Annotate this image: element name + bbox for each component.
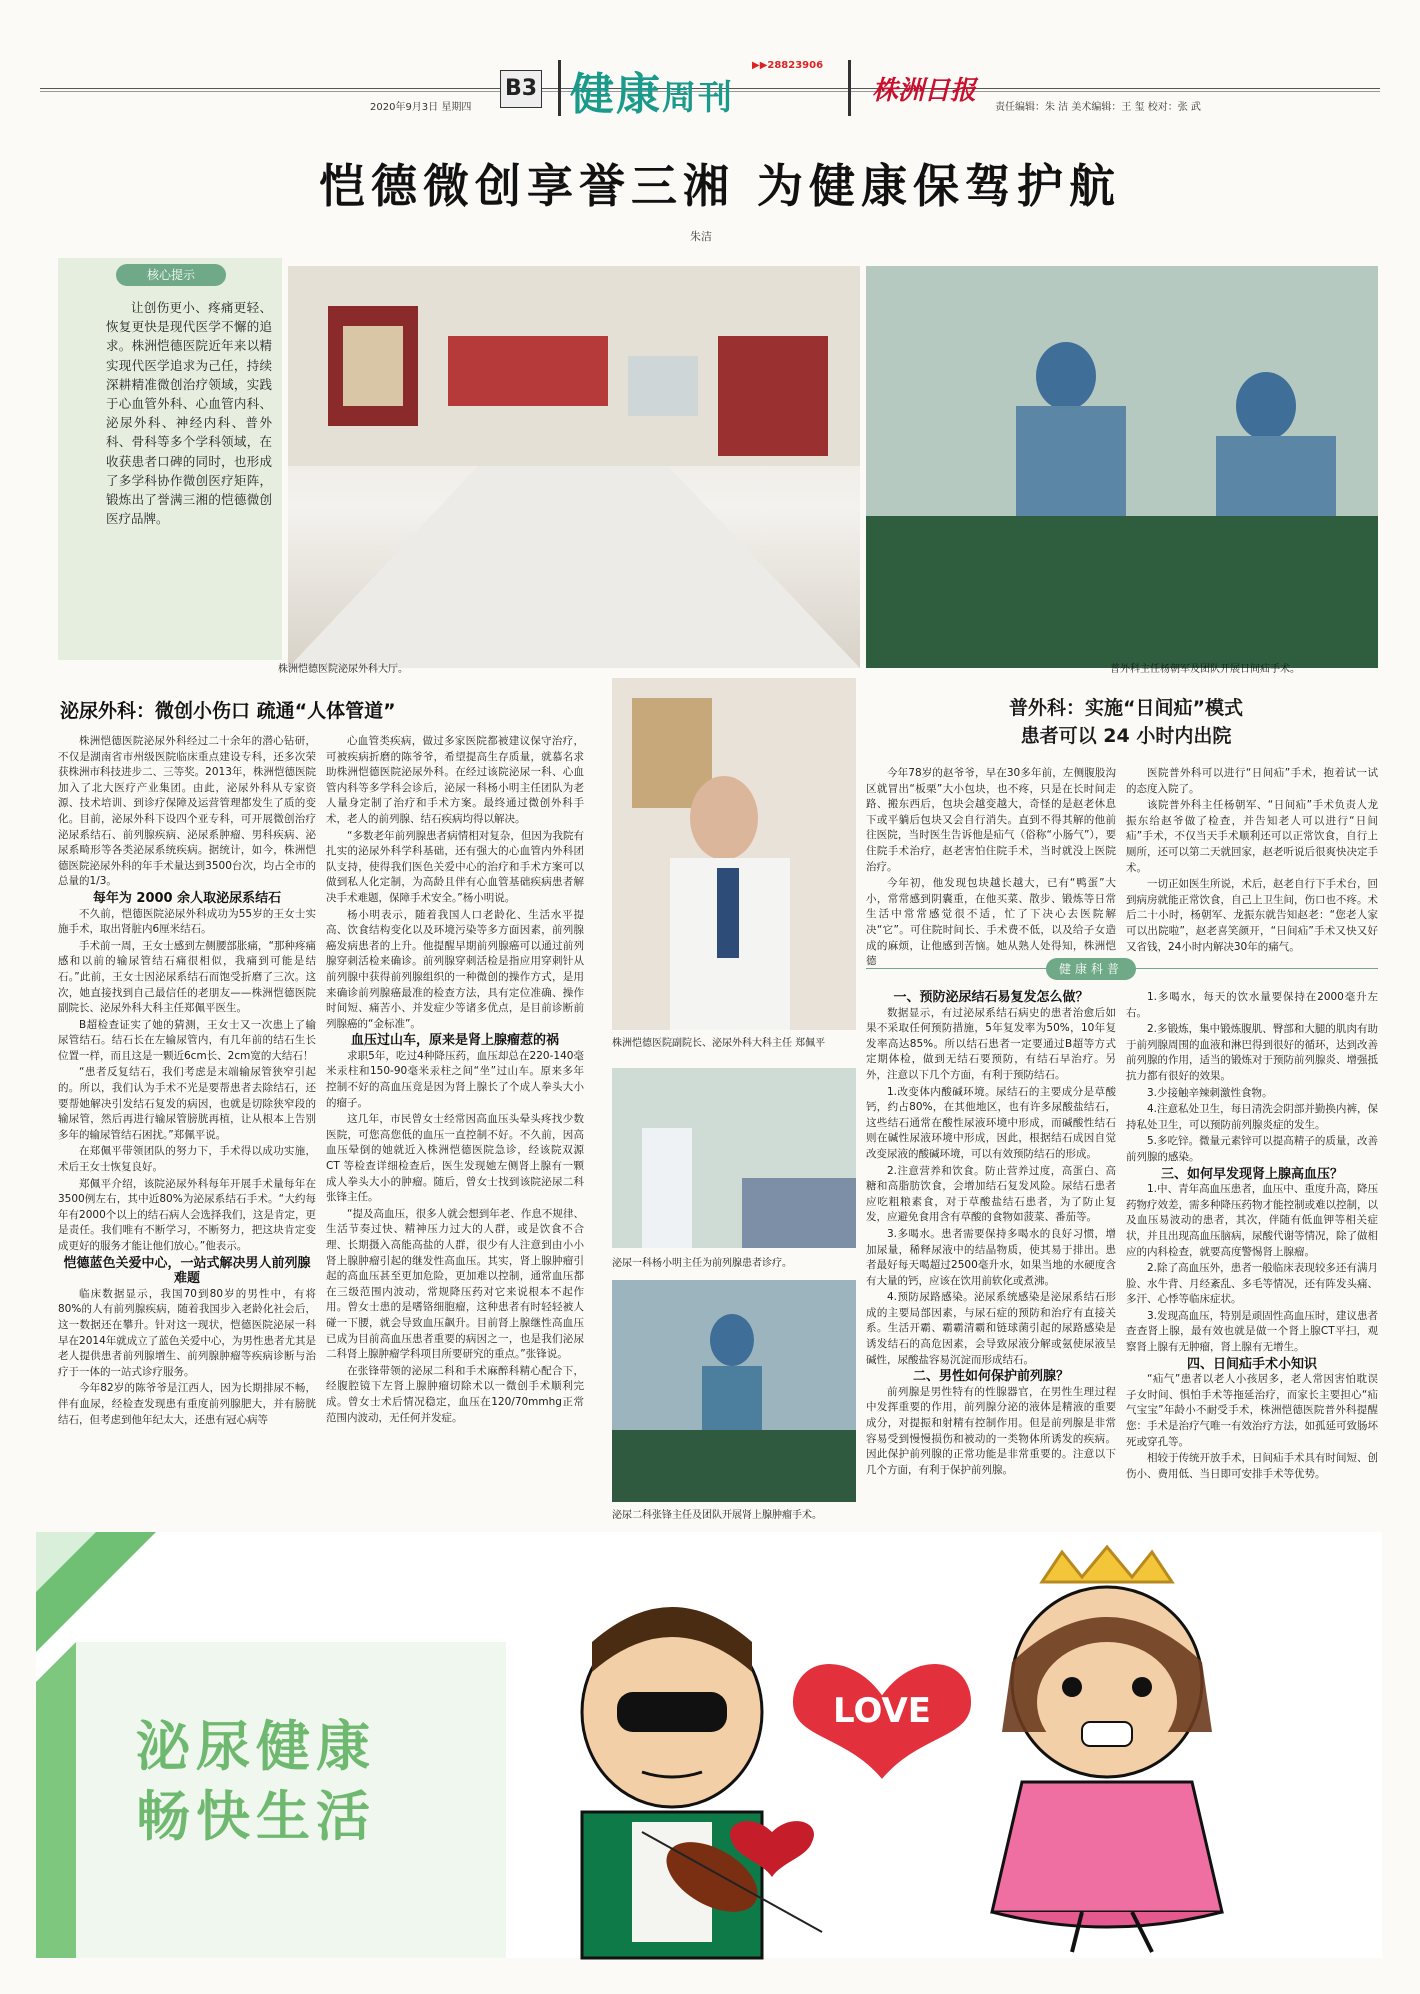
or-photo: [612, 1280, 856, 1502]
kp-q1: 一、预防泌尿结石易复发怎么做？: [893, 990, 1089, 1005]
paper-logo: 株洲日报: [872, 76, 977, 106]
kp-q1p1: 数据显示，有过泌尿系结石病史的患者治愈后如果不采取任何预防措施，5年复发率为50%，10年复发率高达85%。所以结石患者一定要通过B超等方式定期体检，做到无结石要预防，有结石早治疗。另外，注意以下几个方面，有利于预防结石。: [866, 1006, 1116, 1081]
bedside-caption: 泌尿一科杨小明主任为前列腺患者诊疗。: [612, 1258, 792, 1269]
kp-q1p3: 2.注意营养和饮食。防止营养过度，高蛋白、高糖和高脂肪饮食，会增加结石复发风险。尿结石患者应吃粗粮素食，对于草酸盐结石患者，为了防止复发，应避免食用含有草酸的食物如菠菜、番茄等。: [866, 1164, 1116, 1224]
editors: 责任编辑：朱 洁 美术编辑：王 玺 校对：张 武: [995, 102, 1201, 113]
kp-q1p4: 3.多喝水。患者需要保持多喝水的良好习惯，增加尿量，稀释尿液中的结晶物质，使其易于排出。患者最好每天喝超过2500毫升水，如果当地的水硬度含有大量的钙，应该在饮用前软化或煮沸。: [866, 1227, 1116, 1287]
uro-p3: 手术前一周，王女士感到左侧腰部胀痛，“那种疼痛感和以前的输尿管结石痛很相似，我痛到可能是结石。”此前，王女士因泌尿系结石而饱受折磨了三次。这次，她直接找到自己最信任的老朋友——株洲恺德医院副院长、泌尿外科大科主任郑佩平医生。: [58, 939, 316, 1015]
ad-slogan: [136, 1712, 376, 1852]
kp-c2p3: 3.少接触辛辣刺激性食物。: [1147, 1086, 1273, 1099]
uro-sub2: 恺德蓝色关爱中心，一站式解决男人前列腺难题: [63, 1255, 311, 1287]
uro-p11: “多数老年前列腺患者病情相对复杂，但因为我院有扎实的泌尿外科学科基础，还有强大的心血管内外科团队支持，使得我们医色关爱中心的治疗和手术方案可以做到私人化定制，为高龄且伴有心血管基础疾病患者解决手术难题，保障手术安全。”杨小明说。: [326, 829, 584, 904]
uro-p5: “患者反复结石，我们考虑是末端输尿管狭窄引起的。所以，我们认为手术不光是要帮患者去除结石，还要帮她解决引发结石复发的病因，也就是切除狭窄段的输尿管，然后再进行输尿管膀胱再植，让从根本上告别多年的输尿管结石困扰。”郑佩平说。: [58, 1066, 316, 1141]
uro-p6: 在郑佩平带领团队的努力下，手术得以成功实施，术后王女士恢复良好。: [58, 1145, 316, 1174]
kp-c2p2: 2.多锻炼，集中锻炼腹肌、臀部和大腿的肌肉有助于前列腺周围的血液和淋巴得到很好的循环，达到改善前列腺的作用，适当的锻炼对于预防前列腺炎、增强抵抗力都有很好的效果。: [1126, 1023, 1378, 1082]
uro-sub1: 每年为 2000 余人取泌尿系结石: [92, 890, 282, 906]
gs-col2: [1126, 766, 1378, 954]
uro-p15: “提及高血压，很多人就会想到年老、作息不规律、生活节奏过快、精神压力过大的人群，或是饮食不合理、长期摄入高能高盐的人群，很少有人注意到由小小肾上腺肿瘤引起的继发性高血压。其实，肾上腺肿瘤引起的高血压甚至更加危险，更加难以控制，通常血压都在三级范围内波动，常规降压药对它来说根本不起作用。曾女士患的是嗜铬细胞瘤，这种患者有时轻轻被人碰一下腰，就会导致血压飙升。目前肾上腺继性高血压已成为目前高血压患者重要的病因之一，也是我们泌尿二科肾上腺肿瘤学科项目所要研究的重点。”张锋说。: [326, 1207, 584, 1361]
violinist-figure: [582, 1607, 822, 1958]
doctor-illustration: [612, 678, 856, 1030]
uro-p4: B超检查证实了她的猜测，王女士又一次患上了输尿管结石。结石长在左输尿管内，有几年前的结石生长位置一样，而且这是一颗近6cm长、2cm宽的大结石！: [58, 1018, 316, 1062]
section-title: 健康周刊: [570, 69, 734, 120]
kp-q3: 三、如何早发现肾上腺高血压？: [1160, 1166, 1343, 1182]
key-box-text: 让创伤更小、疼痛更轻、恢复更快是现代医学不懈的追求。株洲恺德医院近年来以精实现代医学追求为己任，持续深耕精准微创治疗领域，实践于心血管外科、心血管内科、泌尿外科、神经内科、普外科、骨科等多个学科领域，在收获患者口碑的同时，也形成了多学科协作微创医疗矩阵，锻炼出了誉满三湘的恺德微创医疗品牌。: [106, 300, 272, 527]
cartoon-couple: [522, 1532, 1382, 1958]
uro-p12: 杨小明表示，随着我国人口老龄化、生活水平提高、饮食结构变化以及环境污染等多方面因素，前列腺癌发病患者的上升。他提醒早期前列腺癌可以通过前列腺穿刺活检来确诊。前列腺穿刺活检是指应用穿刺针从前列腺中获得前列腺组织的一种微创的操作方式，是用来确诊前列腺癌最准的检查方法，具有定位准确、操作时间短、痛苦小、并发症少等诸多优点，是目前诊断前列腺癌的“金标准”。: [326, 908, 584, 1030]
key-box-label: 核心提示: [116, 264, 226, 286]
kp-c2p1: 1.多喝水，每天的饮水量要保持在2000毫升左右。: [1126, 991, 1378, 1019]
title-bar-right: [848, 60, 851, 116]
gs-p2: 今年初，他发现包块越长越大，已有“鸭蛋”大小，常常感到阴囊重，在他买菜、散步、锻炼等日常生活中常常感觉很不适，忙了下决心去医院解决“它”。可住院时间长、手术费不低，以及给子女造成的麻烦，让他感到苦恼。她从熟人处得知，株洲恺德: [866, 877, 1116, 968]
surgery-caption: 普外科主任杨朝军及团队开展日间疝手术。: [1110, 664, 1300, 675]
kp-q3p2: 2.除了高血压外，患者一般临床表现较多还有满月脸、水牛背、月经紊乱、多毛等情况，还有阵发头痛、多汗、心悸等临床症状。: [1126, 1262, 1378, 1306]
bedside-photo: [612, 1068, 856, 1248]
kp-q1p2: 1.改变体内酸碱环境。尿结石的主要成分是草酸钙，约占80%，在其他地区，也有许多尿酸盐结石，这些结石通常在酸性尿液环境中形成，而碱酸性结石则在碱性尿液环境中形成，因此，根据结石成因自觉改变尿液的酸碱环境，可以有效预防结石的形成。: [866, 1085, 1116, 1160]
byline: 朱洁: [690, 230, 712, 243]
or-caption: 泌尿二科张锋主任及团队开展肾上腺肿瘤手术。: [612, 1510, 822, 1521]
hall-illustration: [288, 266, 860, 668]
gs-p3: 医院普外科可以进行“日间疝”手术，抱着试一试的态度入院了。: [1126, 767, 1378, 795]
arrow-icon: ▶▶: [752, 60, 768, 71]
uro-p14: 这几年，市民曾女士经常因高血压头晕头疼找少数医院，可您高您低的血压一直控制不好。不久前，因高血压晕倒的她就近入株洲恺德医院急诊，经该院双源 CT 等检查详细检查后，医生发现她左侧肾上腺有一颗成人拳头大小的肿瘤。随后，曾女士找到该院泌尿二科张锋主任。: [326, 1113, 584, 1204]
kp-q4: 四、日间疝手术小知识: [1186, 1356, 1317, 1372]
surgery-illustration: [866, 266, 1378, 668]
gs-col1: [866, 766, 1116, 968]
love-text: LOVE: [833, 1691, 931, 1731]
kp-q1p5: 4.预防尿路感染。泌尿系统感染是泌尿系结石形成的主要局部因素，与尿石症的预防和治疗有直接关系。生活开霸、霸霸清霸和链球菌引起的尿路感染是诱发结石的高危因素，会导致尿液分解或氨使尿液呈碱性，尿酸盐容易沉淀而形成结石。: [866, 1291, 1116, 1366]
ad-slogan-line2: 畅快生活: [136, 1785, 376, 1848]
princess-figure: [992, 1547, 1222, 1952]
surgery-photo: [866, 266, 1378, 668]
hall-photo: [288, 266, 860, 668]
uro-p16: 在张锋带领的泌尿二科和手术麻醉科精心配合下，经腹腔镜下左肾上腺肿瘤切除术以一微创手术顺利完成。曾女士术后情况稳定，血压在120/70mmhg正常范围内波动，无任何并发症。: [326, 1364, 584, 1424]
issue-date: 2020年9月3日 星期四: [370, 102, 472, 113]
kp-col2: [1126, 990, 1378, 1506]
bedside-illustration: [612, 1068, 856, 1248]
kp-q2p1: 前列腺是男性特有的性腺器官，在男性生理过程中发挥重要的作用，前列腺分泌的液体是精液的重要成分，对提振和射精有控制作用。但是前列腺是非常容易受到慢慢损伤和被动的一类物体所诱发的疾病。因此保护前列腺的正常功能是非常重要的。注意以下几个方面，有利于保护前列腺。: [866, 1385, 1116, 1476]
kp-c2p4: 4.注意私处卫生，每日清洗会阴部并勤换内裤，保持私处卫生，可以预防前列腺炎症的发生。: [1126, 1103, 1378, 1131]
doctor-caption: 株洲恺德医院副院长、泌尿外科大科主任 郑佩平: [612, 1038, 826, 1049]
crown-icon: [1042, 1547, 1172, 1582]
uro-p2: 不久前，恺德医院泌尿外科成功为55岁的王女士实施手术，取出肾脏内6厘米结石。: [58, 907, 316, 936]
gs-title-line1: 普外科：实施“日间疝”模式: [1009, 697, 1243, 719]
page-headline: 恺德微创享誉三湘 为健康保驾护航: [318, 159, 1121, 213]
hotline: ▶▶28823906: [752, 60, 824, 71]
ad-banner: [36, 1532, 1382, 1958]
uro-title: 泌尿外科：微创小伤口 疏通“人体管道”: [60, 700, 396, 722]
gs-title: [876, 694, 1376, 750]
kp-label: 健康科普: [1046, 958, 1136, 980]
or-illustration: [612, 1280, 856, 1502]
sunglasses-icon: [617, 1692, 727, 1732]
kp-c2p5: 5.多吃锌。微量元素锌可以提高精子的质量，改善前列腺的感染。: [1126, 1135, 1378, 1163]
key-box: [58, 258, 282, 660]
kp-q2: 二、男性如何保护前列腺？: [912, 1369, 1069, 1385]
uro-p13: 求职5年，吃过4种降压药，血压却总在220-140毫米汞柱和150-90毫米汞柱之间“坐”过山车。原来多年控制不好的高血压竟是因为肾上腺长了个成人拳头大小的瘤子。: [326, 1049, 584, 1109]
ad-slogan-line1: 泌尿健康: [136, 1715, 376, 1778]
kp-q4p2: 相较于传统开放手术，日间疝手术具有时间短、创伤小、费用低、当日即可安排手术等优势。: [1126, 1452, 1378, 1480]
title-bar-left: [558, 60, 561, 116]
uro-p10: 心血管类疾病，做过多家医院都被建议保守治疗，可被疾病折磨的陈爷爷，希望提高生存质量，就慕名求助株洲恺德医院泌尿外科。在经过该院泌尿一科、心血管内科等多学科会诊后，泌尿一科杨小明主任团队为老人量身定制了治疗和手术方案。最终通过微创外科手术，老人的前列腺、结石疾病均得以解决。: [326, 735, 584, 825]
page-code: B3: [500, 70, 542, 108]
uro-sub3: 血压过山车，原来是肾上腺瘤惹的祸: [350, 1033, 559, 1049]
gs-title-line2: 患者可以 24 小时内出院: [1020, 725, 1232, 747]
love-heart-icon: [791, 1662, 973, 1782]
gs-p4: 该院普外科主任杨朝军、“日间疝”手术负责人龙振东给赵爷做了检查，并告知老人可以进行“日间疝”手术，不仅当天手术顺利还可以正常饮食，自行上厕所，还可以第二天就回家，赵老听说后很爽快决定手术。: [1126, 799, 1378, 874]
uro-p7: 郑佩平介绍，该院泌尿外科每年开展手术量每年在3500例左右，其中近80%为泌尿系结石手术。“大约每年有2000个以上的结石病人会选择我们，这是肯定，更是责任。我们唯有不断学习，不断努力，把这块肯定变成更好的服务才能让他们放心。”他表示。: [58, 1177, 316, 1252]
kp-q3p1: 1.中、青年高血压患者，血压中、重度升高，降压药物疗效差，需多种降压药物才能控制或难以控制，以及血压易波动的患者，其次，伴随有低血钾等相关症状，并且出现高血压脑病，尿酸代谢等情况，除了做相应的内科检查，就要高度警惕肾上腺瘤。: [1126, 1183, 1378, 1258]
uro-p1: 株洲恺德医院泌尿外科经过二十余年的潜心钻研，不仅是湖南省市州级医院临床重点建设专科，还多次荣获株洲市科技进步二、三等奖。2013年，株洲恺德医院加入了北大医疗产业集团。由此，泌尿外科从专家资源、技术培训、到诊疗保障及运营管理都发生了质的变化。目前，泌尿外科下设四个亚专科，可开展微创治疗泌尿系结石、前列腺疾病、泌尿系肿瘤、男科疾病、泌尿系畸形等各类泌尿系统疾病。据统计，如今，株洲恺德医院泌尿外科的年手术量达到3500台次，均占全市的总量的1/3。: [58, 735, 316, 888]
kp-q3p3: 3.发现高血压，特别是顽固性高血压时，建议患者查查肾上腺，最有效也就是做一个肾上腺CT平扫，观察肾上腺有无肿瘤，肾上腺有无增生。: [1126, 1309, 1378, 1354]
uro-p9: 今年82岁的陈爷爷是江西人，因为长期排尿不畅，伴有血尿，经检查发现患有重度前列腺肥大，并有膀胱结石，但考虑到他年纪太大，还患有冠心病等: [58, 1382, 316, 1426]
uro-p8: 临床数据显示，我国70到80岁的男性中，有将80%的人有前列腺疾病，随着我国步入老龄化社会后，这一数据还在攀升。针对这一现状，恺德医院泌尿一科早在2014年就成立了蓝色关爱中心，为男性患者尤其是老人提供患者前列腺增生、前列腺肿瘤等疾病诊断与治疗于一体的一站式诊疗服务。: [58, 1287, 316, 1378]
kp-q4p1: “疝气”患者以老人小孩居多，老人常因害怕耽误子女时间、惧怕手术等拖延治疗，而家长主要担心“疝气宝宝”年龄小不耐受手术，株洲恺德医院普外科提醒您：手术是治疗气唯一有效治疗方法，如孤延可致肠坏死或穿孔等。: [1126, 1373, 1378, 1448]
kp-col1: [866, 990, 1116, 1506]
gs-p1: 今年78岁的赵爷爷，早在30多年前，左侧腹股沟区就冒出“板栗”大小包块，也不疼，只是在长时间走路、搬东西后，包块会越变越大，奇怪的是赵老休息下或平躺后包块又会自行消失。直到不得其解的他前往医院，当时医生告诉他是疝气（俗称“小肠气”），要住院手术治疗，赵老害怕住院手术，当时就没上医院治疗。: [866, 767, 1116, 873]
gs-p5: 一切正如医生所说，术后，赵老自行下手术台，回到病房就能正常饮食，自己上卫生间，伤口也不疼。术后二十小时，杨朝军、龙振东就告知赵老：“您老人家可以出院啦”，赵老喜笑颜开，“日间疝”手术又快又好又省钱，24小时内解决30年的痛气。: [1126, 878, 1378, 953]
hall-caption: 株洲恺德医院泌尿外科大厅。: [278, 664, 408, 675]
doctor-photo: [612, 678, 856, 1030]
